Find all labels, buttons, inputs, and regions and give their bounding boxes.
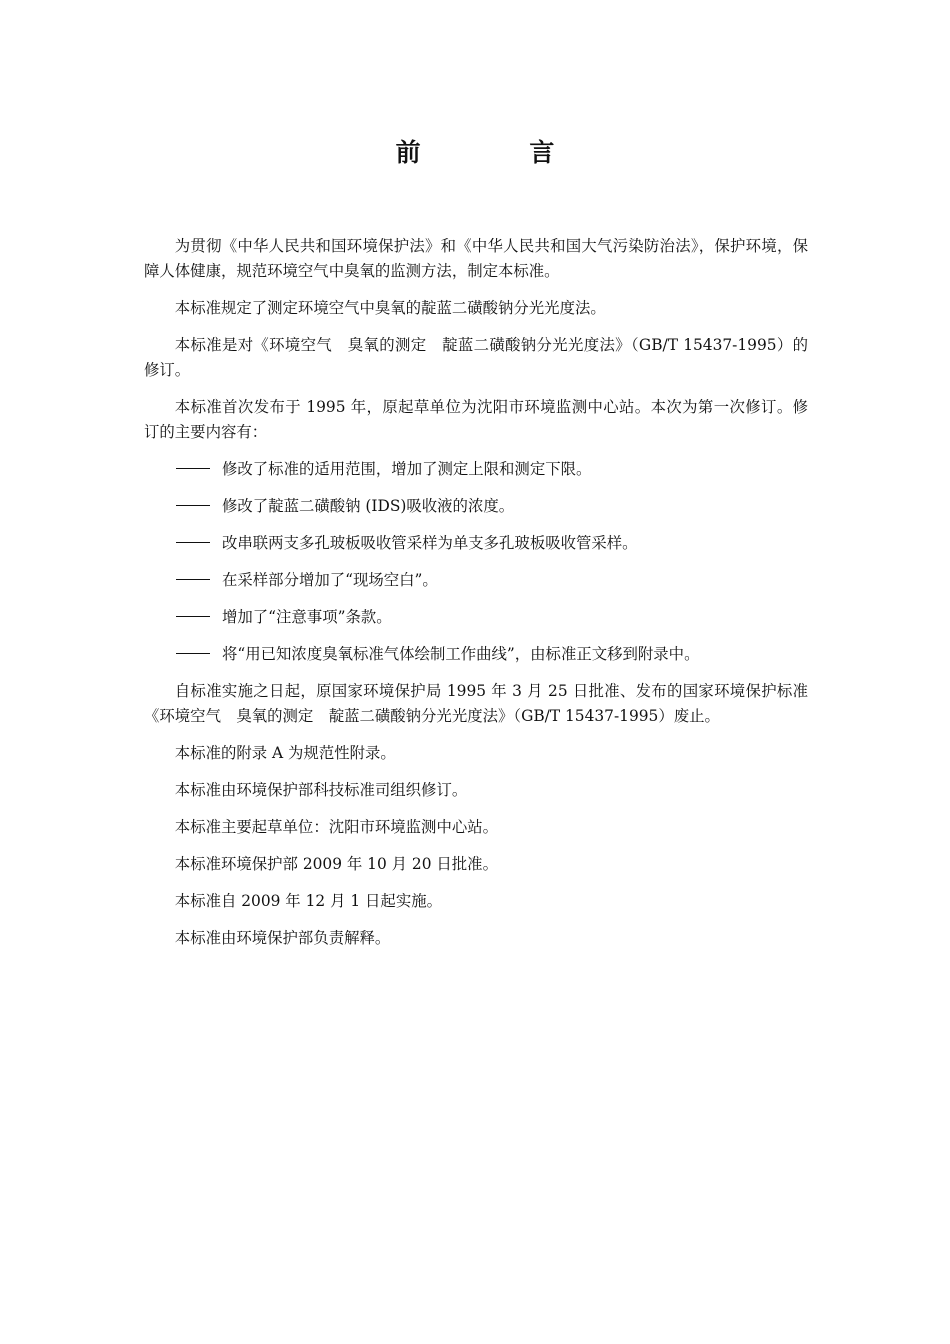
revision-item [144,605,808,630]
paragraph-drafter: 本标准主要起草单位：沈阳市环境监测中心站。 [174,818,499,836]
paragraph-scope: 本标准规定了测定环境空气中臭氧的靛蓝二磺酸钠分光光度法。 [174,299,606,317]
document-body [144,234,808,963]
revision-item-text: 在采样部分增加了“现场空白”。 [222,571,438,589]
revision-item [144,642,808,667]
paragraph-approval-date: 本标准环境保护部 2009 年 10 月 20 日批准。 [174,855,498,873]
paragraph-revision-of: 本标准是对《环境空气 臭氧的测定 靛蓝二磺酸钠分光光度法》（GB/T 15437-1995）的修订。 [144,336,808,379]
revision-item-text: 增加了“注意事项”条款。 [222,608,392,626]
paragraph-interpretation: 本标准由环境保护部负责解释。 [174,929,391,947]
paragraph-supersedes: 自标准实施之日起，原国家环境保护局 1995 年 3 月 25 日批准、发布的国家环境保护标准《环境空气 臭氧的测定 靛蓝二磺酸钠分光光度法》（GB/T 15437-1995）废止。 [144,682,808,725]
revision-item-text: 修改了靛蓝二磺酸钠 (IDS)吸收液的浓度。 [222,497,515,515]
dash-mark [176,505,210,506]
paragraph-appendix: 本标准的附录 A 为规范性附录。 [174,744,396,762]
revision-item [144,494,808,519]
revision-item-text: 改串联两支多孔玻板吸收管采样为单支多孔玻板吸收管采样。 [222,534,638,552]
dash-mark [176,468,210,469]
revision-item-text: 修改了标准的适用范围，增加了测定上限和测定下限。 [222,460,592,478]
dash-mark [176,542,210,543]
paragraph-effective-date: 本标准自 2009 年 12 月 1 日起实施。 [174,892,442,910]
dash-mark [176,579,210,580]
revision-item [144,568,808,593]
revision-item [144,531,808,556]
revision-item [144,457,808,482]
paragraph-purpose: 为贯彻《中华人民共和国环境保护法》和《中华人民共和国大气污染防治法》，保护环境，保障人体健康，规范环境空气中臭氧的监测方法，制定本标准。 [144,237,808,280]
revision-item-text: 将“用已知浓度臭氧标准气体绘制工作曲线”，由标准正文移到附录中。 [222,645,700,663]
dash-mark [176,616,210,617]
paragraph-history: 本标准首次发布于 1995 年，原起草单位为沈阳市环境监测中心站。本次为第一次修订。修订的主要内容有： [144,398,808,441]
dash-mark [176,653,210,654]
page-title: 前 言 [395,138,605,167]
paragraph-organizer: 本标准由环境保护部科技标准司组织修订。 [174,781,468,799]
